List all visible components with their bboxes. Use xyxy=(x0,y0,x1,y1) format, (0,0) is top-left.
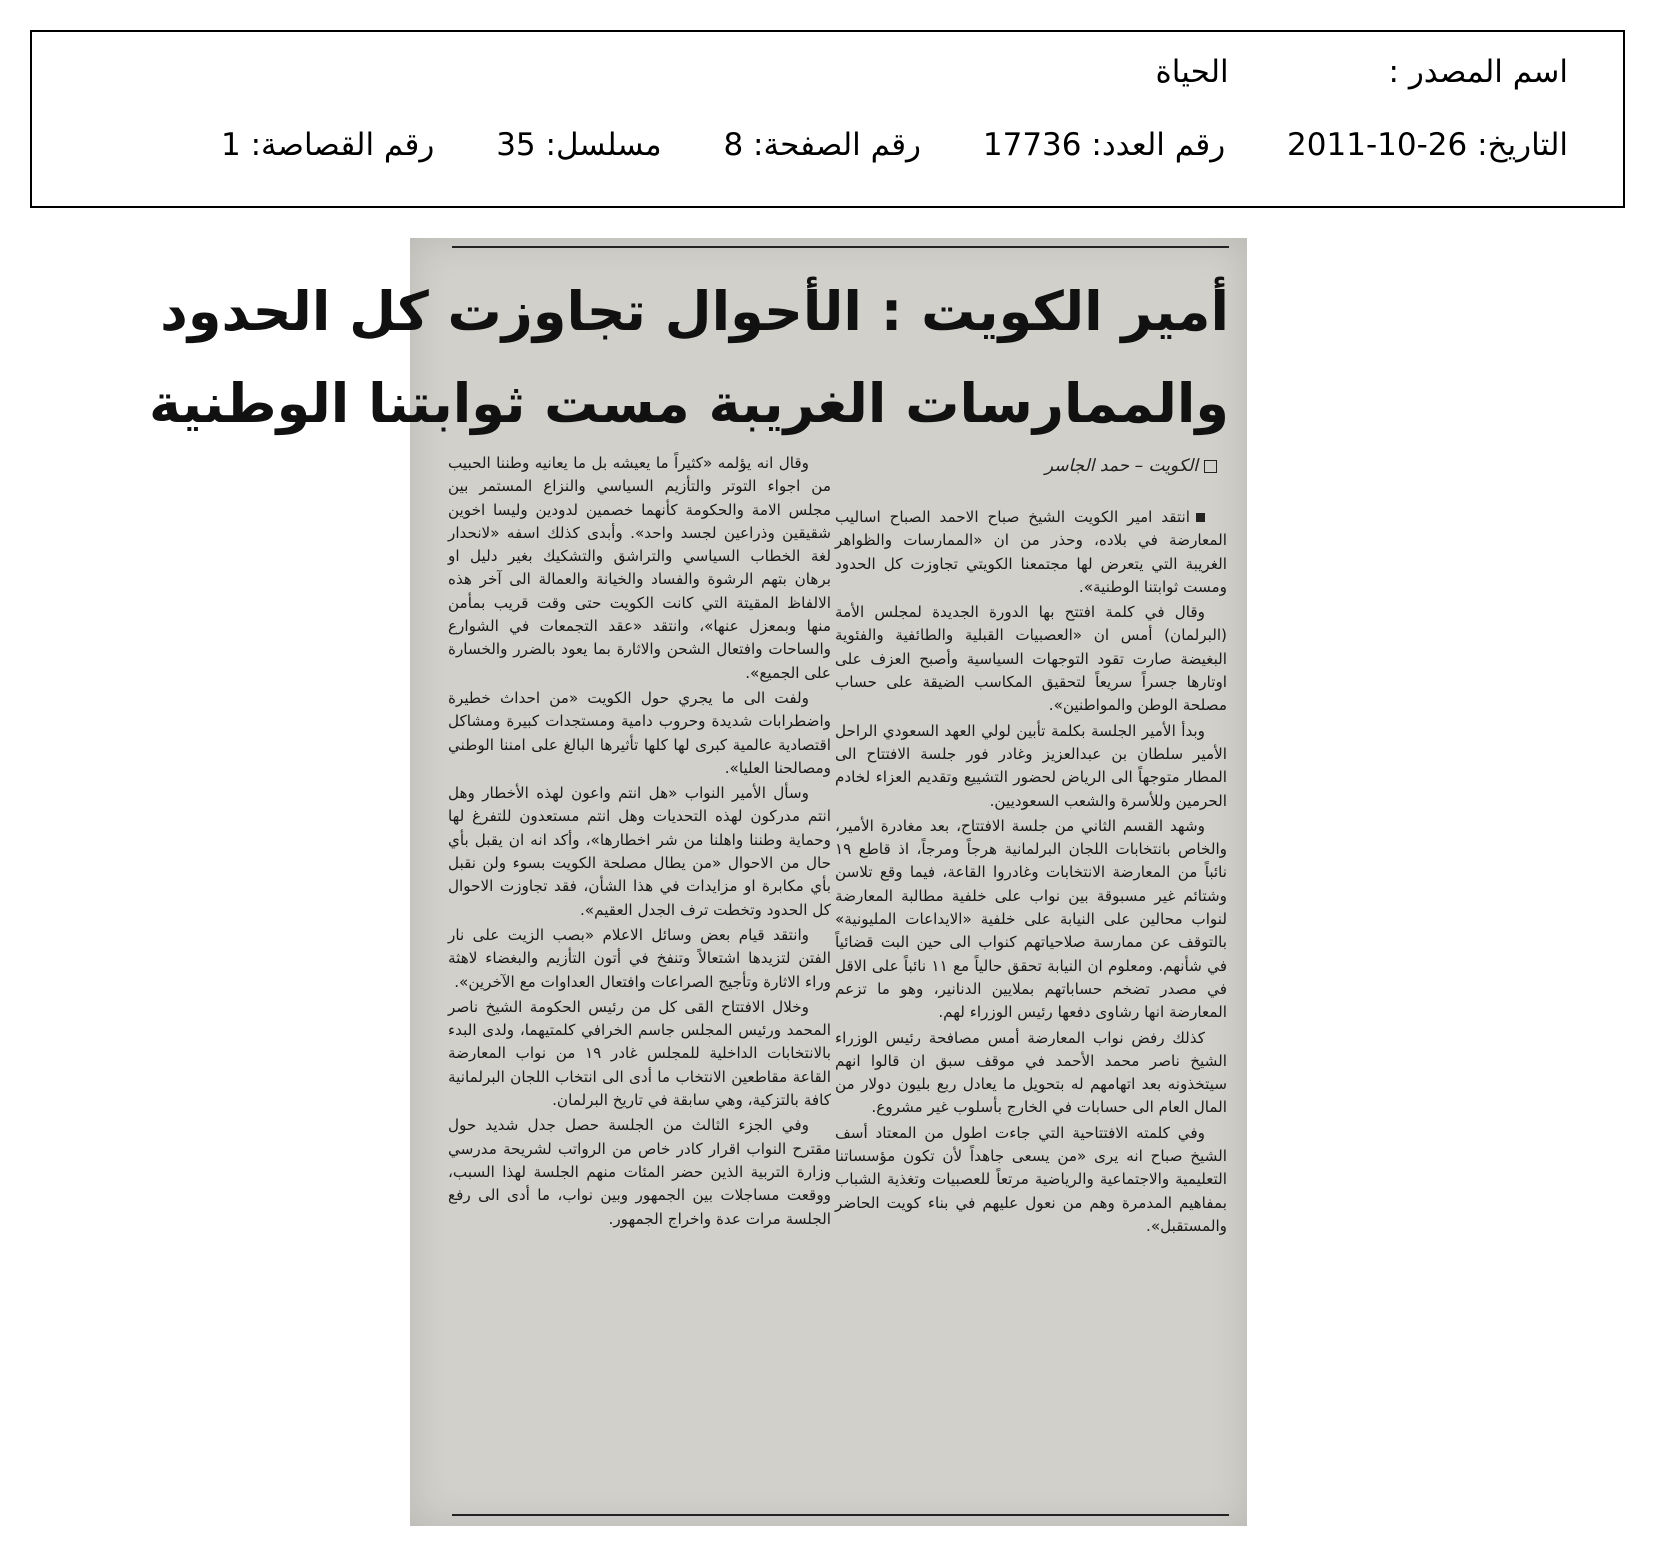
paragraph: انتقد امير الكويت الشيخ صباح الاحمد الصباح اساليب المعارضة في بلاده، وحذر من ان «الممارسات والظواهر الغريبة التي يتعرض لها مجتمعنا الكويتي تجاوزت كل الحدود ومست ثوابتنا الوطنية». xyxy=(835,508,1227,596)
newspaper-clipping xyxy=(148,238,1247,1526)
details-row xyxy=(221,127,1568,163)
paragraph: وانتقد قيام بعض وسائل الاعلام «بصب الزيت على نار الفتن لتزيدها اشتعالاً وتنفخ في أتون التأزيم والبغضاء لاهثة وراء الاثارة وتأجيج الصراعات وافتعال العداوات مع الآخرين». xyxy=(448,925,831,991)
byline-text: الكويت – حمد الجاسر xyxy=(1044,456,1198,476)
paragraph: وقال في كلمة افتتح بها الدورة الجديدة لمجلس الأمة (البرلمان) أمس ان «العصبيات القبلية والطائفية والفئوية البغيضة صارت تقود التوجهات السياسية وأصبح العزف على اوتارها جسراً سريعاً لتحقيق المكاسب الضيقة على حساب مصلحة الوطن والمواطنين». xyxy=(835,603,1227,715)
paragraph: وسأل الأمير النواب «هل انتم واعون لهذه الأخطار وهل انتم مدركون لهذه التحديات وهل انتم مستعدون للتفرغ لها وحماية وطننا واهلنا من شر اخطارها»، وأكد انه ان يقبل بأي حال من الاحوال «من يطال مصلحة الكويت بسوء ولن نقبل بأي مكابرة او مزايدات في هذا الشأن، فقد تجاوزت الاحوال كل الحدود وتخطت ترف الجدل العقيم». xyxy=(448,784,831,919)
paragraph: وفي كلمته الافتتاحية التي جاءت اطول من المعتاد أسف الشيخ صباح انه يرى «من يسعى جاهداً لأن تكون مؤسساتنا التعليمية والاجتماعية والرياضية مرتعاً للعصبيات وتغذية الشباب بمفاهيم المدمرة وهم من نعول عليهم في بناء كويت الحاضر والمستقبل». xyxy=(835,1123,1227,1235)
paragraph-bullet-icon xyxy=(1196,513,1205,522)
paragraph: وفي الجزء الثالث من الجلسة حصل جدل شديد حول مقترح النواب اقرار كادر خاص من الرواتب لشريحة مدرسي وزارة التربية الذين حضر المئات منهم الجلسة لهذا السبب، ووقعت مساجلات بين الجمهور وبين نواب، ما أدى الى رفع الجلسة مرات عدة واخراج الجمهور. xyxy=(448,1116,831,1228)
dateline-box-icon xyxy=(1204,460,1217,473)
paragraph: وبدأ الأمير الجلسة بكلمة تأبين لولي العهد السعودي الراحل الأمير سلطان بن عبدالعزيز وغادر فور جلسة الافتتاح الى المطار متوجهاً الى الرياض لحضور التشييع وتقديم العزاء لخادم الحرمين وللأسرة والشعب السعوديين. xyxy=(835,721,1227,810)
bottom-rule xyxy=(452,1514,1229,1516)
article-column-left xyxy=(448,452,831,1508)
metadata-box xyxy=(30,30,1625,208)
source-label: اسم المصدر : xyxy=(1388,54,1568,90)
clip-number-field: رقم القصاصة: 1 xyxy=(221,127,435,163)
article-column-right xyxy=(835,506,1227,1508)
serial-field: مسلسل: 35 xyxy=(496,127,662,163)
paragraph: كذلك رفض نواب المعارضة أمس مصافحة رئيس الوزراء الشيخ ناصر محمد الأحمد في موقف سبق ان قالوا انهم سيتخذونه بعد اتهامهم له بتحويل ما يعادل ربع بليون دولار من المال العام الى حسابات في الخارج بأسلوب غير مشروع. xyxy=(835,1028,1227,1117)
paragraph: وشهد القسم الثاني من جلسة الافتتاح، بعد مغادرة الأمير، والخاص بانتخابات اللجان البرلمانية هرجاً ومرجاً، اذ قاطع ١٩ نائباً من المعارضة الانتخابات وغادروا القاعة، فيما وقع تلاسن وشتائم غير مسبوقة بين نواب على خلفية مطالبة المعارضة لنواب محالين على النيابة على خلفية «الايداعات المليونية» بالتوقف عن ممارسة صلاحياتهم كنواب الى حين البت قضائياً في شأنهم. ومعلوم ان النيابة تحقق حالياً مع ١١ نائباً على الاقل في مصدر تضخم حساباتهم بملايين الدنانير، وهو ما تزعم المعارضة انها رشاوى دفعها رئيس الوزراء لهم. xyxy=(835,816,1227,1022)
paragraph: وخلال الافتتاح القى كل من رئيس الحكومة الشيخ ناصر المحمد ورئيس المجلس جاسم الخرافي كلمتيهما، ولدى البدء بالانتخابات الداخلية للمجلس غادر ١٩ من نواب المعارضة القاعة مقاطعين الانتخاب ما أدى الى انتخاب اللجان البرلمانية كافة بالتزكية، وهي سابقة في تاريخ البرلمان. xyxy=(448,997,831,1110)
source-row xyxy=(1156,54,1568,90)
top-rule xyxy=(452,246,1229,248)
paragraph: وقال انه يؤلمه «كثيراً ما يعيشه بل ما يعانيه وطننا الحبيب من اجواء التوتر والتأزيم السياسي والنزاع المستمر بين مجلس الامة والحكومة كأنهما خصمين لدودين وليسا اخوين شقيقين وذراعين لجسد واحد». وأبدى كذلك اسفه «لانحدار لغة الخطاب السياسي والتراشق والتشكيك بغير دليل او برهان بتهم الرشوة والفساد والخيانة والعمالة الى آخر هذه الالفاظ المقيتة التي كانت الكويت حتى وقت قريب بمأمن منها وبمعزل عنها»، وانتقد «عقد التجمعات في الشوارع والساحات وافتعال الشحن والاثارة بما يعود بالضرر والخسارة على الجميع». xyxy=(448,454,831,682)
headline xyxy=(148,266,1229,450)
byline xyxy=(1045,456,1217,476)
headline-line-2: والممارسات الغريبة مست ثوابتنا الوطنية xyxy=(148,372,1229,435)
headline-line-1: أمير الكويت : الأحوال تجاوزت كل الحدود xyxy=(160,280,1229,343)
issue-field: رقم العدد: 17736 xyxy=(982,127,1226,163)
source-value: الحياة xyxy=(1155,54,1229,90)
paragraph: ولفت الى ما يجري حول الكويت «من احداث خطيرة واضطرابات شديدة وحروب دامية ومستجدات كبيرة ومشاكل اقتصادية عالمية كبرى لها كلها تأثيرها البالغ على امننا الوطني ومصالحنا العليا». xyxy=(448,688,831,777)
date-field: التاريخ: 26-10-2011 xyxy=(1287,127,1568,163)
page-field: رقم الصفحة: 8 xyxy=(723,127,922,163)
